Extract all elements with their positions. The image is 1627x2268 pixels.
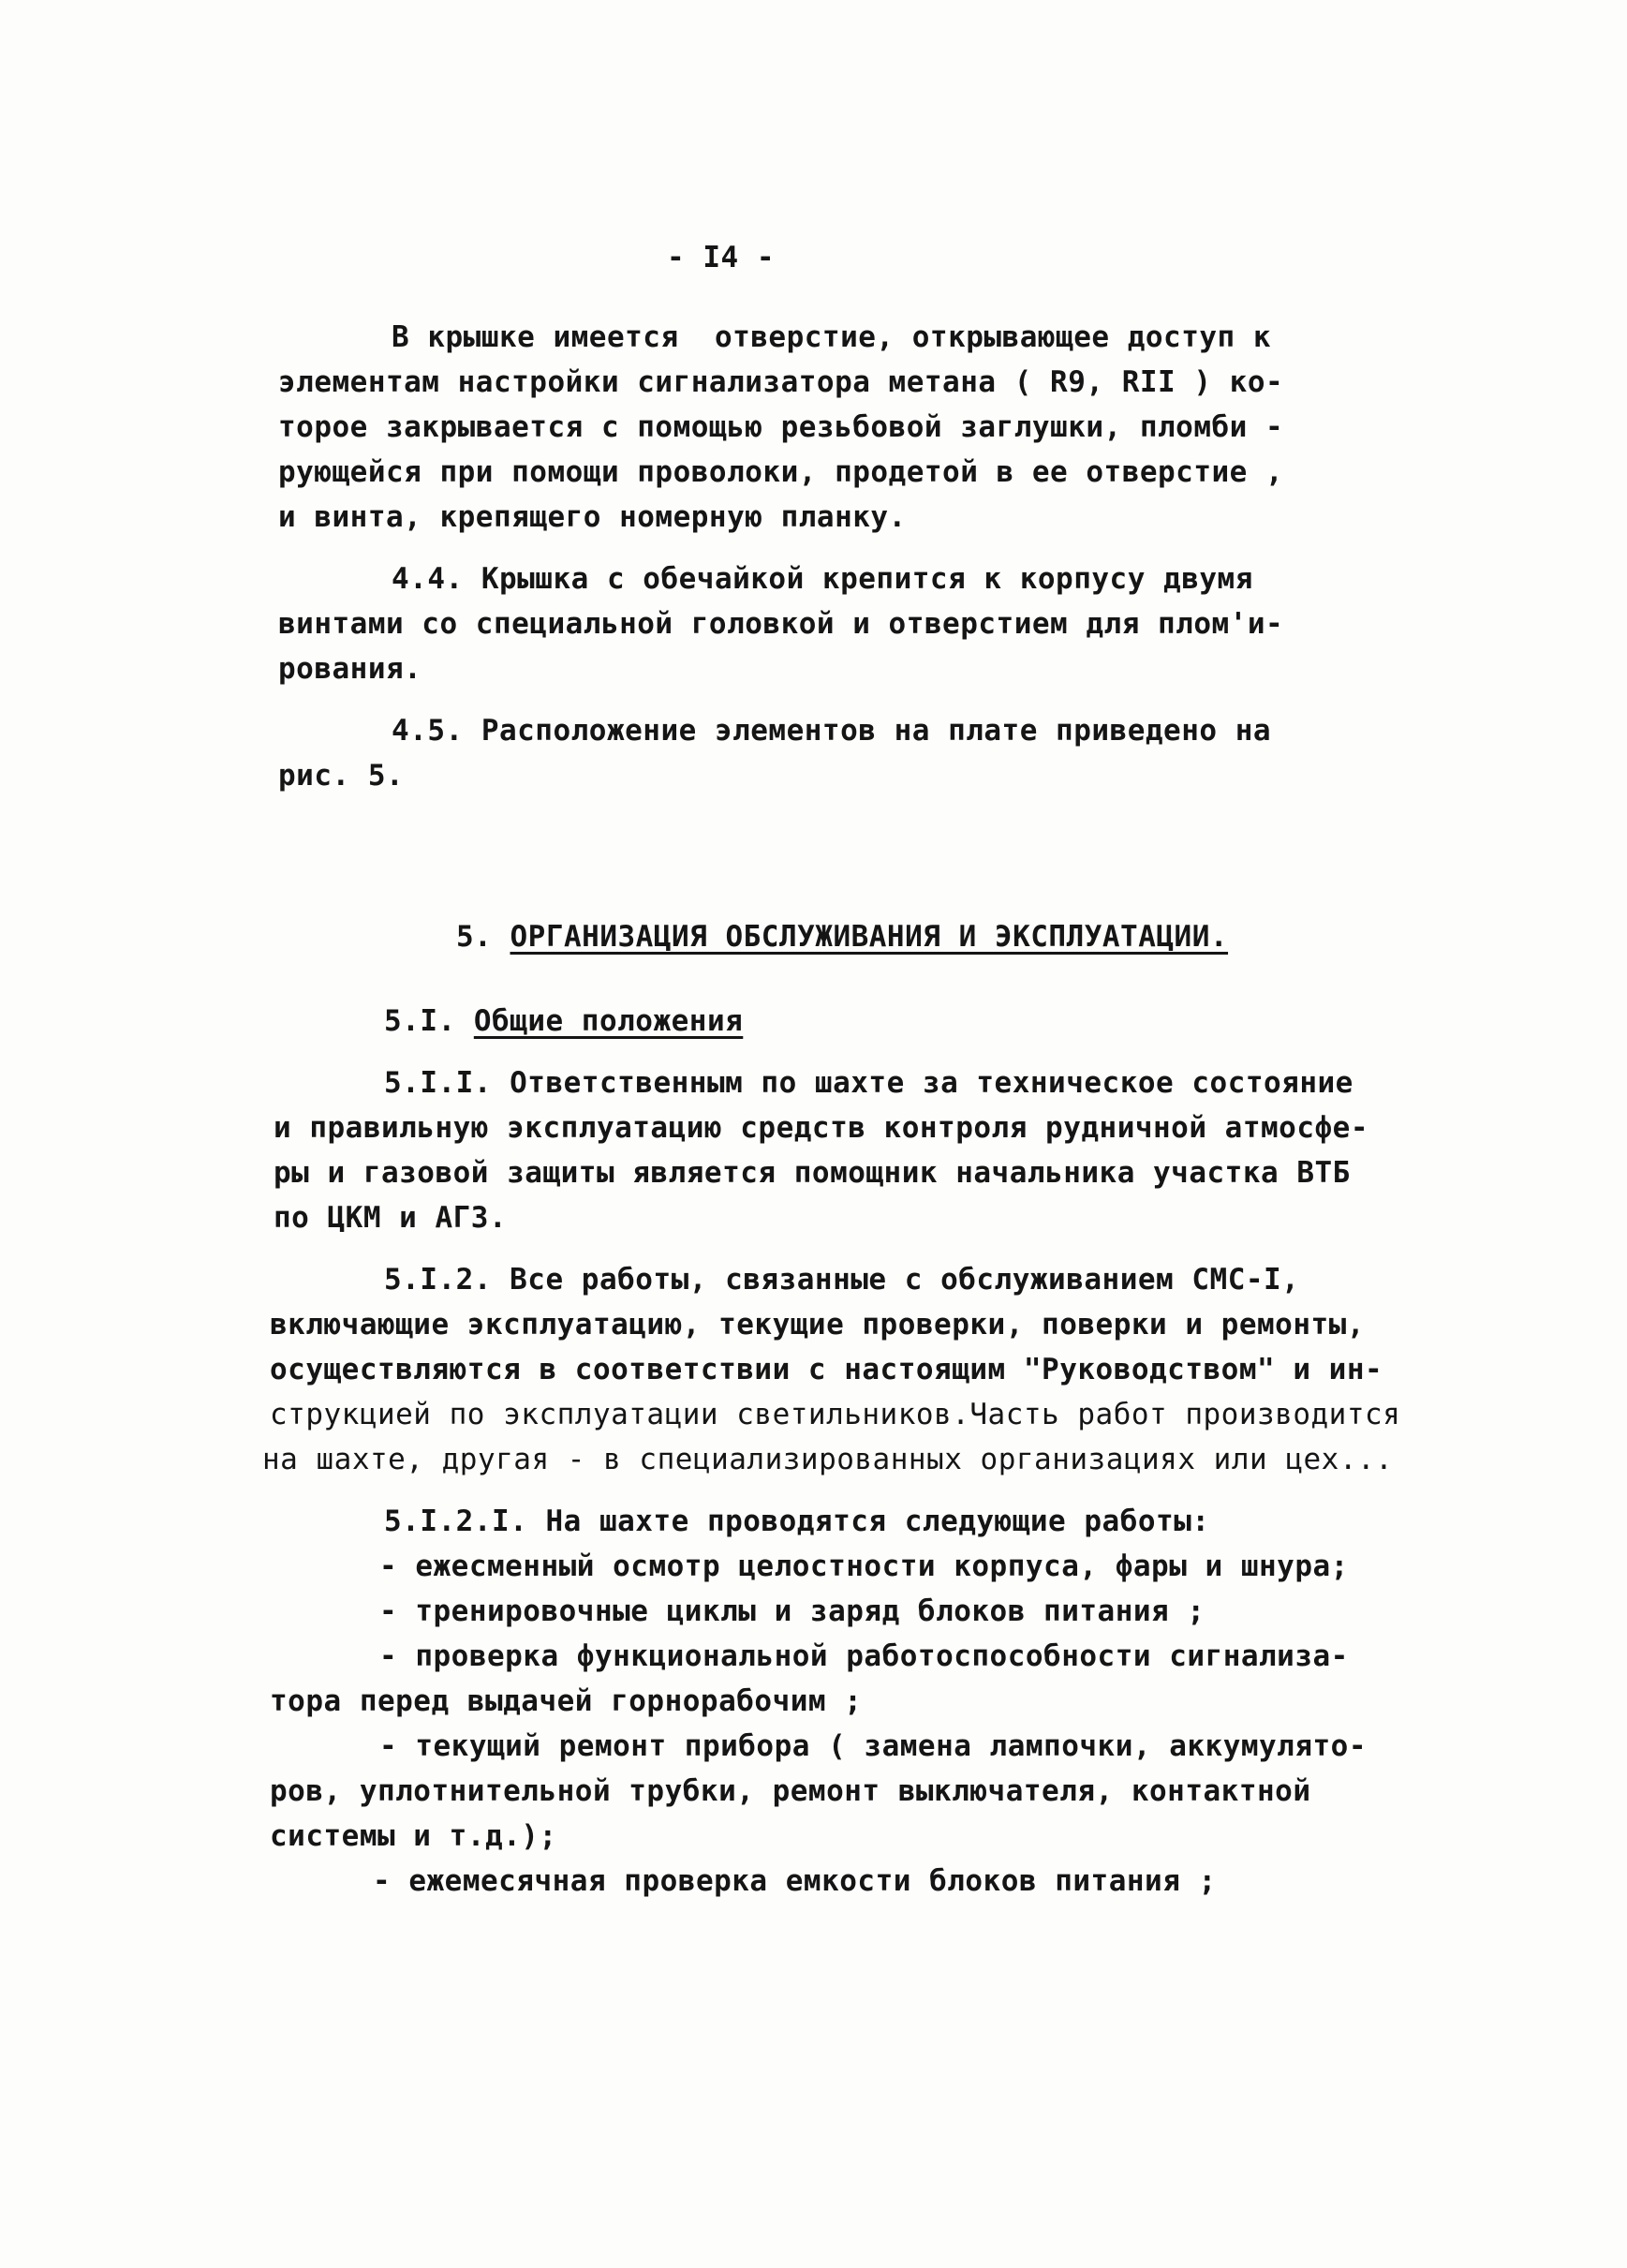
para-cover-line-1: В крышке имеется отверстие, открывающее доступ к	[392, 320, 1272, 354]
para-4-4-line-3: рования.	[278, 652, 422, 686]
para-5-1-2-line-3: осуществляются в соответствии с настоящим "Руководством" и ин-	[270, 1353, 1383, 1386]
subsection-5-1-heading	[384, 1002, 743, 1040]
para-4-4-line-1: 4.4. Крышка с обечайкой крепится к корпусу двумя	[392, 562, 1253, 596]
work-item-4-line-3: системы и т.д.);	[270, 1819, 557, 1853]
para-5-1-2-1-intro: 5.I.2.I. На шахте проводятся следующие работы:	[384, 1505, 1210, 1538]
para-4-5-line-1: 4.5. Расположение элементов на плате приведено на	[392, 714, 1272, 748]
para-5-1-2-line-1: 5.I.2. Все работы, связанные с обслуживанием СМС-I,	[384, 1263, 1300, 1297]
para-4-5-line-2: рис. 5.	[278, 759, 405, 793]
para-5-1-1-line-2: и правильную эксплуатацию средств контроля рудничной атмосфе-	[274, 1111, 1368, 1145]
work-item-4-line-1: - текущий ремонт прибора ( замена лампочки, аккумулято-	[379, 1729, 1367, 1763]
work-item-3-line-2: тора перед выдачей горнорабочим ;	[270, 1684, 863, 1718]
section-5-number: 5.	[456, 920, 493, 954]
work-item-4-line-2: ров, уплотнительной трубки, ремонт выключателя, контактной	[270, 1774, 1311, 1808]
para-cover-line-5: и винта, крепящего номерную планку.	[278, 500, 907, 534]
section-5-title: ОРГАНИЗАЦИЯ ОБСЛУЖИВАНИЯ И ЭКСПЛУАТАЦИИ.	[510, 920, 1229, 954]
page-number: - I4 -	[667, 241, 775, 274]
work-item-1: - ежесменный осмотр целостности корпуса, фары и шнура;	[379, 1549, 1349, 1583]
para-4-4-line-2: винтами со специальной головкой и отверстием для плом'и-	[278, 607, 1284, 641]
para-5-1-1-line-3: ры и газовой защиты является помощник начальника участка ВТБ	[274, 1156, 1351, 1190]
work-item-5: - ежемесячная проверка емкости блоков питания ;	[373, 1864, 1217, 1898]
work-item-3-line-1: - проверка функциональной работоспособности сигнализа-	[379, 1639, 1349, 1673]
para-5-1-2-line-5: на шахте, другая - в специализированных организациях или цех...	[262, 1443, 1394, 1476]
subsection-5-1-title: Общие положения	[473, 1004, 744, 1038]
section-5-heading	[456, 918, 1228, 956]
para-5-1-2-line-4: струкцией по эксплуатации светильников.Часть работ производится	[270, 1398, 1401, 1431]
para-cover-line-3: торое закрывается с помощью резьбовой заглушки, пломби -	[278, 410, 1284, 444]
subsection-5-1-number: 5.I.	[384, 1004, 456, 1038]
para-cover-line-2: элементам настройки сигнализатора метана ( R9, RII ) ко-	[278, 365, 1284, 399]
para-5-1-1-line-1: 5.I.I. Ответственным по шахте за техническое состояние	[384, 1066, 1353, 1100]
para-5-1-2-line-2: включающие эксплуатацию, текущие проверки, поверки и ремонты,	[270, 1308, 1365, 1342]
para-5-1-1-line-4: по ЦКМ и АГЗ.	[274, 1201, 508, 1235]
para-cover-line-4: рующейся при помощи проволоки, продетой в ее отверстие ,	[278, 455, 1284, 489]
work-item-2: - тренировочные циклы и заряд блоков питания ;	[379, 1594, 1205, 1628]
